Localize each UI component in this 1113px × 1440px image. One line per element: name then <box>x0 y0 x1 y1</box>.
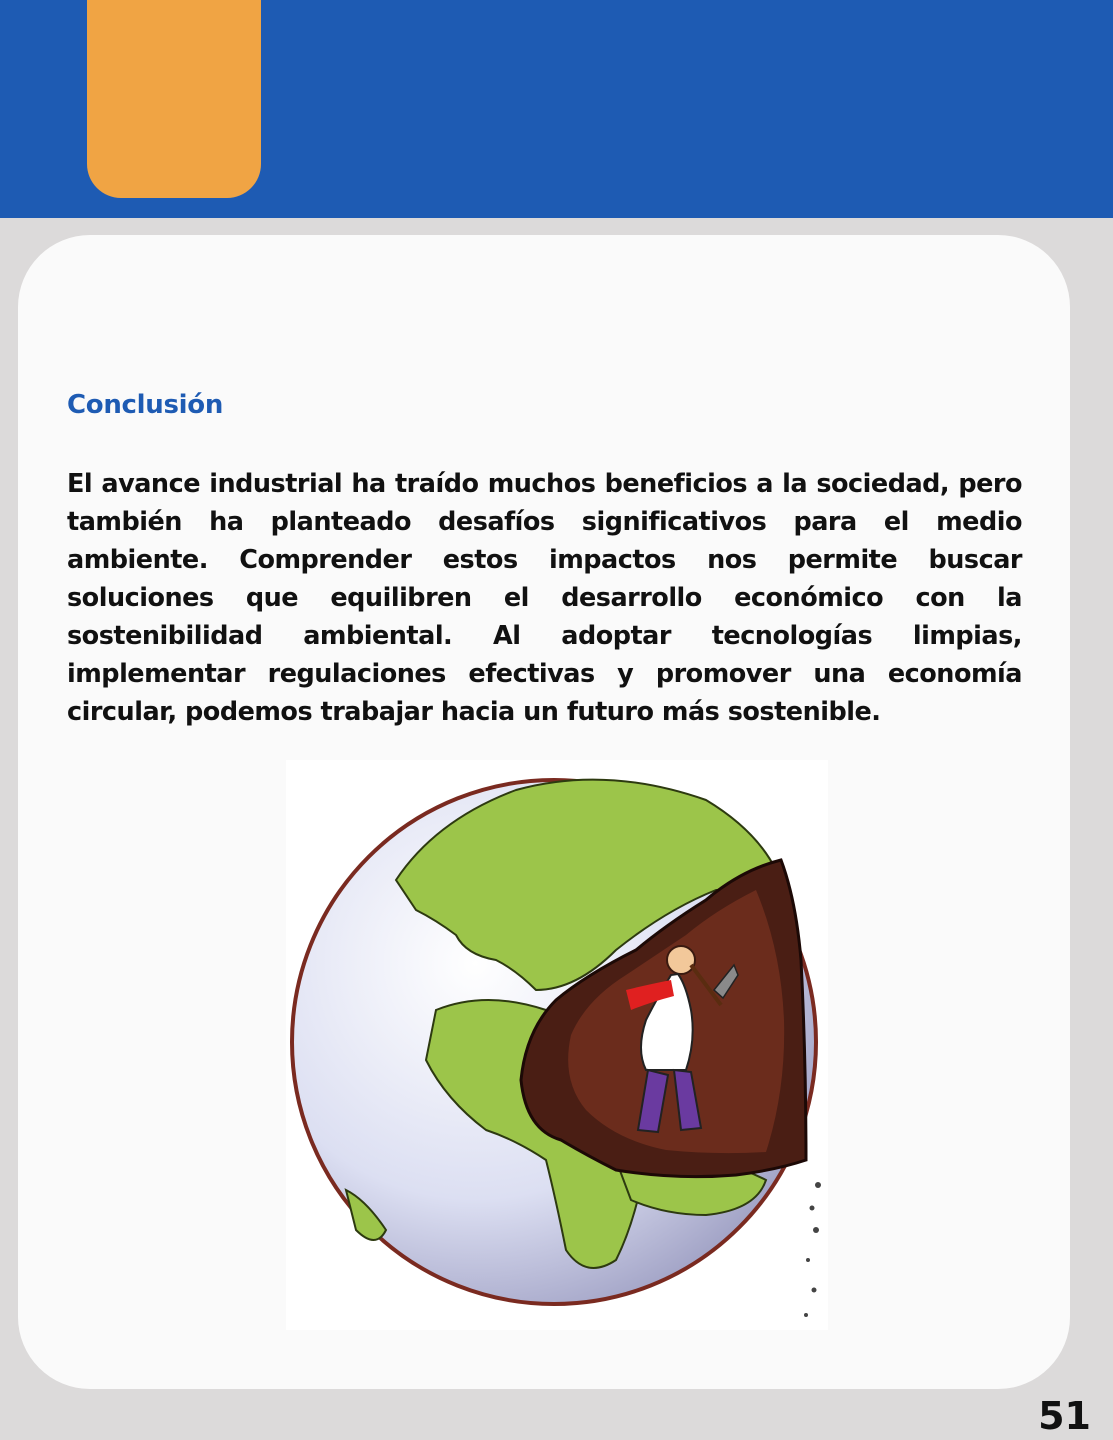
conclusion-paragraph: El avance industrial ha traído muchos beneficios a la sociedad, pero también ha planteado desafíos significativos para el medio ambiente. Comprender estos impactos nos permite buscar soluciones que equilibren el desarrollo económico con la sostenibilidad ambiental. Al adoptar tecnologías limpias, implementar regulaciones efectivas y promover una economía circular, podemos trabajar hacia un futuro más sostenible. <box>67 469 1022 727</box>
globe-illustration <box>286 760 828 1330</box>
section-heading: Conclusión <box>67 390 224 420</box>
page-number: 51 <box>1038 1394 1091 1438</box>
chapter-tab <box>87 0 261 198</box>
globe-digging-icon <box>286 760 828 1330</box>
